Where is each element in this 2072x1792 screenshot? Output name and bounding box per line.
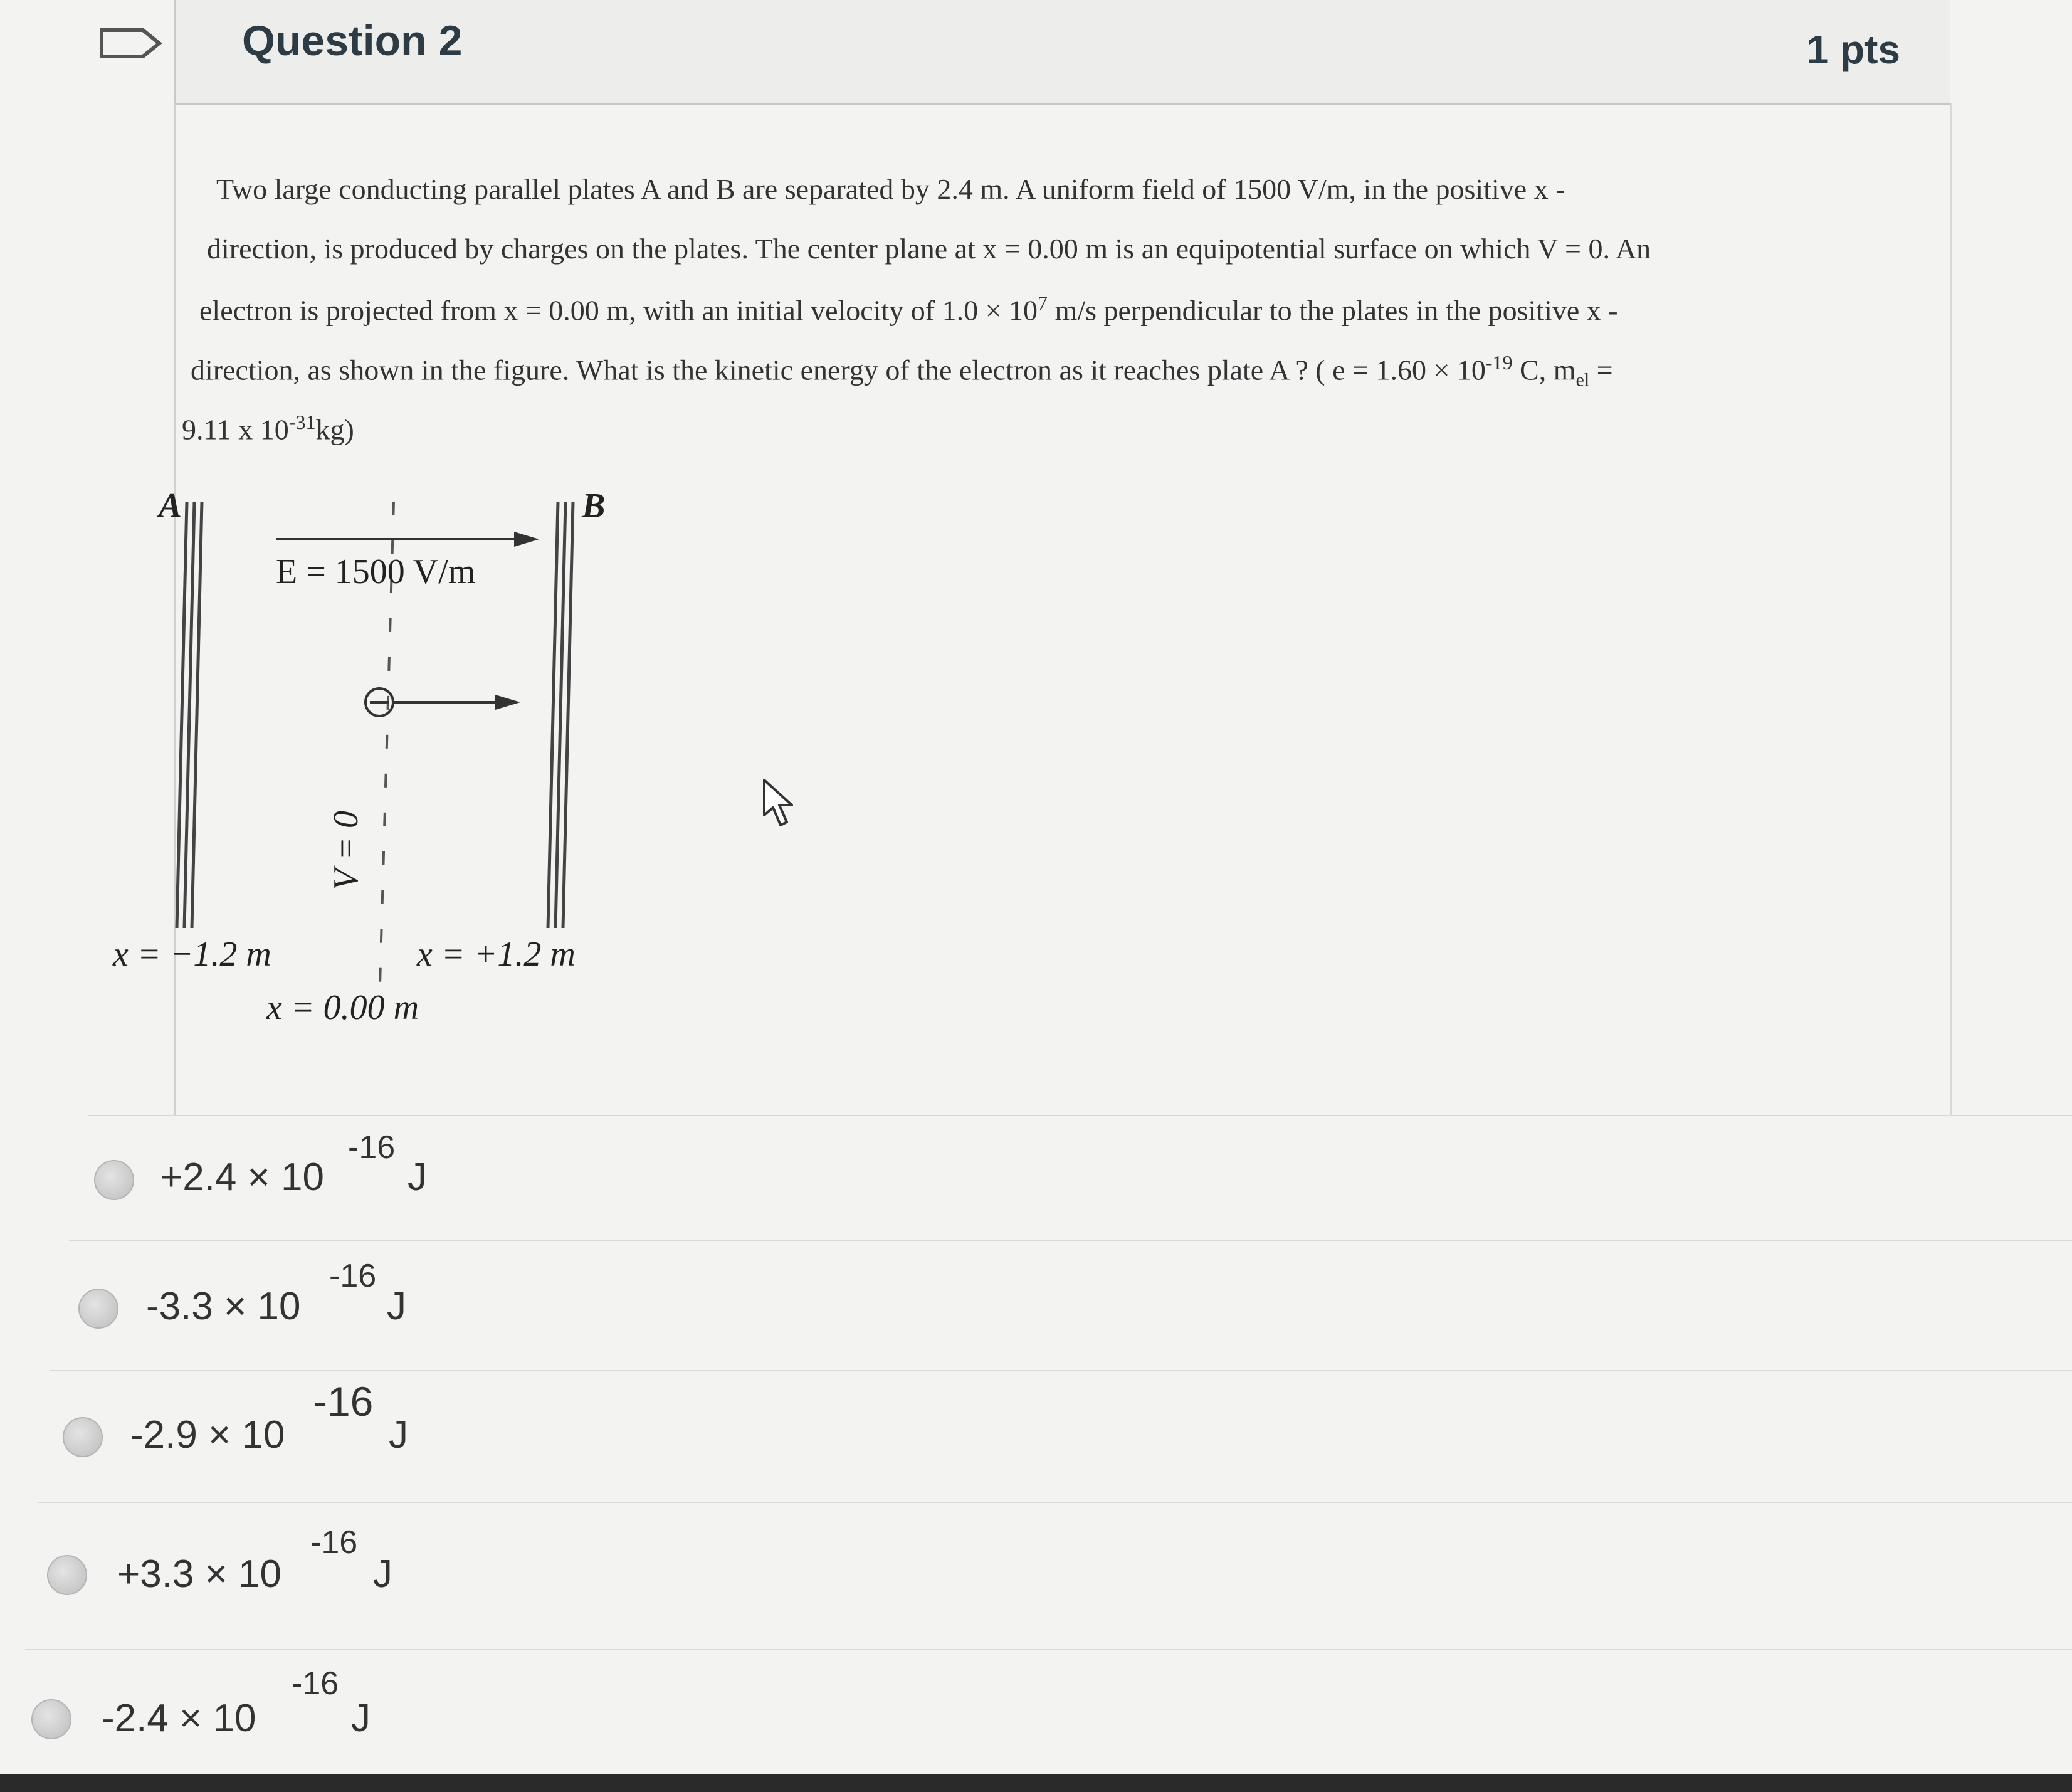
field-arrow-head xyxy=(514,532,539,547)
answer-unit: J xyxy=(387,1285,406,1328)
question-line-4 xyxy=(191,351,1613,391)
answer-base: -2.9 × 10 xyxy=(130,1413,285,1457)
answer-base: +2.4 × 10 xyxy=(160,1156,325,1199)
answer-divider xyxy=(25,1649,2072,1650)
plate-b-label: B xyxy=(582,489,606,525)
line4-subscript: el xyxy=(1575,369,1590,391)
answer-divider xyxy=(50,1370,2072,1371)
right-plate-position: x = +1.2 m xyxy=(417,935,576,974)
radio-button[interactable] xyxy=(31,1699,71,1739)
answer-exponent: -16 xyxy=(348,1129,396,1166)
radio-button[interactable] xyxy=(63,1417,103,1457)
answer-unit: J xyxy=(389,1413,408,1457)
line3-before: electron is projected from x = 0.00 m, with an initial velocity of 1.0 × 10 xyxy=(199,294,1038,327)
answer-base: -2.4 × 10 xyxy=(102,1697,256,1740)
answer-divider xyxy=(69,1240,2072,1241)
line4-before: direction, as shown in the figure. What is the kinetic energy of the electron as it reaches plate A ? ( e = 1.60 × 10 xyxy=(191,354,1486,386)
answer-base: -3.3 × 10 xyxy=(146,1285,301,1328)
answer-exponent: -16 xyxy=(310,1524,358,1561)
left-plate-position: x = −1.2 m xyxy=(113,935,271,974)
radio-button[interactable] xyxy=(47,1555,87,1595)
bookmark-icon[interactable] xyxy=(99,28,162,59)
line4-end: = xyxy=(1589,354,1613,386)
line5-before: 9.11 x 10 xyxy=(182,413,289,446)
answer-exponent: -16 xyxy=(313,1378,374,1425)
parallel-plates-figure xyxy=(107,489,639,1041)
radio-button[interactable] xyxy=(78,1289,118,1329)
question-line-2: direction, is produced by charges on the plates. The center plane at x = 0.00 m is an equipotential surface on which V = 0. An xyxy=(207,233,1651,265)
question-header xyxy=(174,0,1950,105)
line4-exponent: -19 xyxy=(1485,351,1513,374)
answer-exponent: -16 xyxy=(292,1665,339,1702)
velocity-arrow-head xyxy=(495,695,520,710)
question-points: 1 pts xyxy=(1806,27,1900,72)
mouse-cursor-icon xyxy=(762,777,799,834)
answer-exponent: -16 xyxy=(329,1258,377,1294)
question-line-3 xyxy=(199,292,1618,327)
answers-top-divider xyxy=(88,1115,2072,1116)
field-label: E = 1500 V/m xyxy=(276,552,476,591)
answer-base: +3.3 × 10 xyxy=(117,1552,282,1596)
line5-after: kg) xyxy=(315,413,354,446)
answer-unit: J xyxy=(351,1697,371,1740)
equipotential-label: V = 0 xyxy=(327,811,365,890)
radio-button[interactable] xyxy=(94,1160,134,1200)
answer-unit: J xyxy=(408,1156,427,1199)
question-line-5 xyxy=(182,411,354,446)
answer-unit: J xyxy=(373,1552,392,1596)
plate-a-label: A xyxy=(158,489,182,525)
line4-after: C, m xyxy=(1512,354,1576,386)
line3-exponent: 7 xyxy=(1038,292,1048,314)
center-position: x = 0.00 m xyxy=(266,988,419,1027)
line3-after: m/s perpendicular to the plates in the positive x - xyxy=(1048,294,1618,327)
question-title: Question 2 xyxy=(242,17,463,65)
line5-exponent: -31 xyxy=(288,411,316,433)
question-line-1: Two large conducting parallel plates A and B are separated by 2.4 m. A uniform field of 1500 V/m, in the positive x - xyxy=(216,173,1565,205)
answer-divider xyxy=(38,1502,2072,1503)
screen-bezel xyxy=(0,1774,2072,1792)
